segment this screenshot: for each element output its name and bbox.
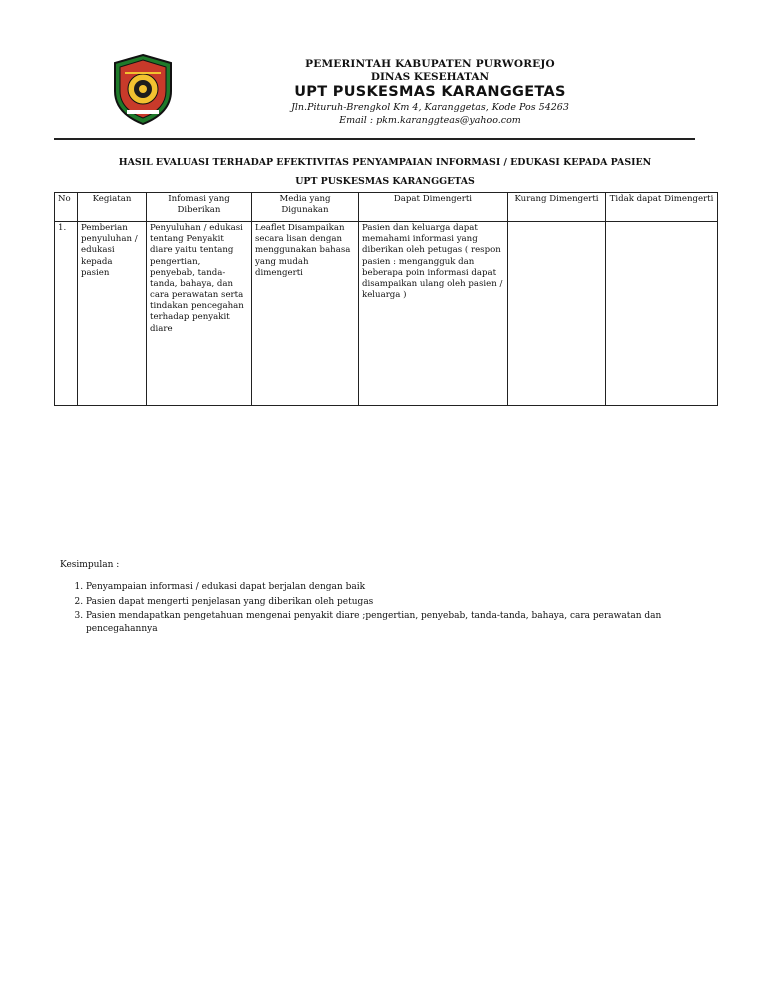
header-divider	[54, 138, 695, 140]
cell-dapat: Pasien dan keluarga dapat memahami informasi yang diberikan oleh petugas ( respon pasien : mengangguk dan beberapa poin informasi dapat disampaikan ulang oleh pasien / keluarga )	[359, 222, 508, 406]
cell-kurang	[508, 222, 606, 406]
col-header-kurang: Kurang Dimengerti	[508, 193, 606, 222]
evaluation-table	[54, 192, 718, 406]
col-header-kegiatan: Kegiatan	[78, 193, 147, 222]
list-item: 2. Pasien dapat mengerti penjelasan yang diberikan oleh petugas	[86, 596, 710, 609]
cell-media: Leaflet Disampaikan secara lisan dengan menggunakan bahasa yang mudah dimengerti	[252, 222, 359, 406]
conclusion-list	[60, 581, 710, 635]
department-name: DINAS KESEHATAN	[370, 71, 490, 83]
document-title: HASIL EVALUASI TERHADAP EFEKTIVITAS PENYAMPAIAN INFORMASI / EDUKASI KEPADA PASIEN	[118, 157, 652, 168]
table-header-row	[55, 193, 718, 222]
col-header-tidak: Tidak dapat Dimengerti	[606, 193, 718, 222]
cell-informasi: Penyuluhan / edukasi tentang Penyakit diare yaitu tentang pengertian, penyebab, tanda-tanda, bahaya, dan cara perawatan serta tindakan pencegahan terhadap penyakit diare	[147, 222, 252, 406]
list-item: 3. Pasien mendapatkan pengetahuan mengenai penyakit diare ;pengertian, penyebab, tanda-tanda, bahaya, cara perawatan dan pencegahannya	[86, 610, 710, 635]
regency-emblem-logo	[111, 53, 175, 126]
document-subtitle: UPT PUSKESMAS KARANGGETAS	[295, 176, 475, 187]
col-header-no: No	[55, 193, 78, 222]
address: Jln.Pituruh-Brengkol Km 4, Karanggetas, Kode Pos 54263	[291, 102, 569, 113]
cell-tidak	[606, 222, 718, 406]
puskesmas-name: UPT PUSKESMAS KARANGGETAS	[294, 84, 566, 100]
conclusion-section	[60, 560, 710, 637]
table-row	[55, 222, 718, 406]
government-name: PEMERINTAH KABUPATEN PURWOREJO	[305, 58, 555, 70]
cell-no: 1.	[55, 222, 78, 406]
col-header-media: Media yang Digunakan	[252, 193, 359, 222]
list-item: 1. Penyampaian informasi / edukasi dapat berjalan dengan baik	[86, 581, 710, 594]
cell-kegiatan: Pemberian penyuluhan / edukasi kepada pasien	[78, 222, 147, 406]
email: Email : pkm.karanggteas@yahoo.com	[339, 115, 521, 126]
col-header-informasi: Infomasi yang Diberikan	[147, 193, 252, 222]
conclusion-label: Kesimpulan :	[60, 560, 120, 570]
col-header-dapat: Dapat Dimengerti	[359, 193, 508, 222]
